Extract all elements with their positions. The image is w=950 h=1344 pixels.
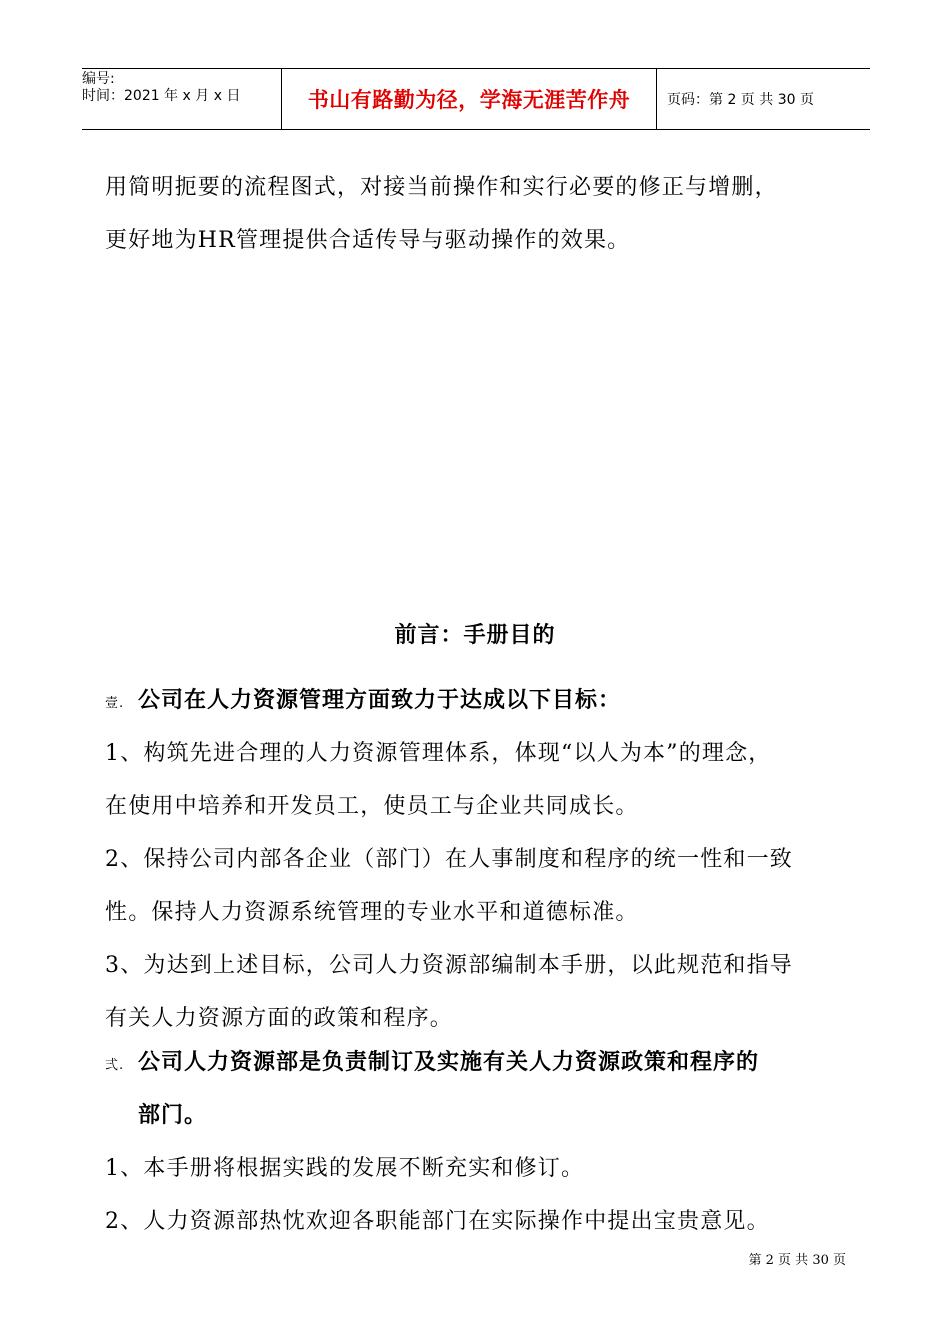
section1-mark: 壹.	[105, 696, 125, 711]
section2-mark: 弍.	[105, 1058, 125, 1073]
intro-line: 用简明扼要的流程图式，对接当前操作和实行必要的修正与增删，	[105, 175, 778, 200]
header-motto: 书山有路勤为径，学海无涯苦作舟	[307, 88, 631, 112]
header-code-label: 编号:	[82, 71, 115, 87]
section1-heading	[105, 683, 621, 714]
section2-line: 2、人力资源部热忱欢迎各职能部门在实际操作中提出宝贵意见。	[105, 1209, 770, 1234]
section2-line: 1、本手册将根据实践的发展不断充实和修订。	[105, 1156, 585, 1181]
section2-heading-text: 公司人力资源部是负责制订及实施有关人力资源政策和程序的	[138, 1050, 760, 1075]
section1-line: 在使用中培养和开发员工，使员工与企业共同成长。	[105, 794, 639, 819]
section2-heading	[105, 1045, 759, 1076]
header-motto-cell	[281, 69, 657, 129]
section1-line: 性。保持人力资源系统管理的专业水平和道德标准。	[105, 900, 639, 925]
header-meta	[82, 69, 281, 131]
section1-line: 有关人力资源方面的政策和程序。	[105, 1006, 454, 1031]
page-footer: 第 2 页 共 30 页	[748, 1253, 846, 1268]
section1-heading-text: 公司在人力资源管理方面致力于达成以下目标：	[138, 688, 622, 713]
header-time-label: 时间：2021 年 x 月 x 日	[82, 88, 241, 104]
section2-heading-cont: 部门。	[138, 1103, 208, 1128]
section-title: 前言：手册目的	[394, 623, 556, 648]
header-page-info: 页码：第 2 页 共 30 页	[667, 92, 814, 108]
page-header	[82, 68, 870, 130]
section1-line: 1、构筑先进合理的人力资源管理体系，体现“以人为本”的理念，	[105, 741, 772, 766]
intro-line: 更好地为HR管理提供合适传导与驱动操作的效果。	[105, 228, 631, 253]
section1-line: 3、为达到上述目标，公司人力资源部编制本手册，以此规范和指导	[105, 953, 793, 978]
section1-line: 2、保持公司内部各企业（部门）在人事制度和程序的统一性和一致	[105, 847, 793, 872]
